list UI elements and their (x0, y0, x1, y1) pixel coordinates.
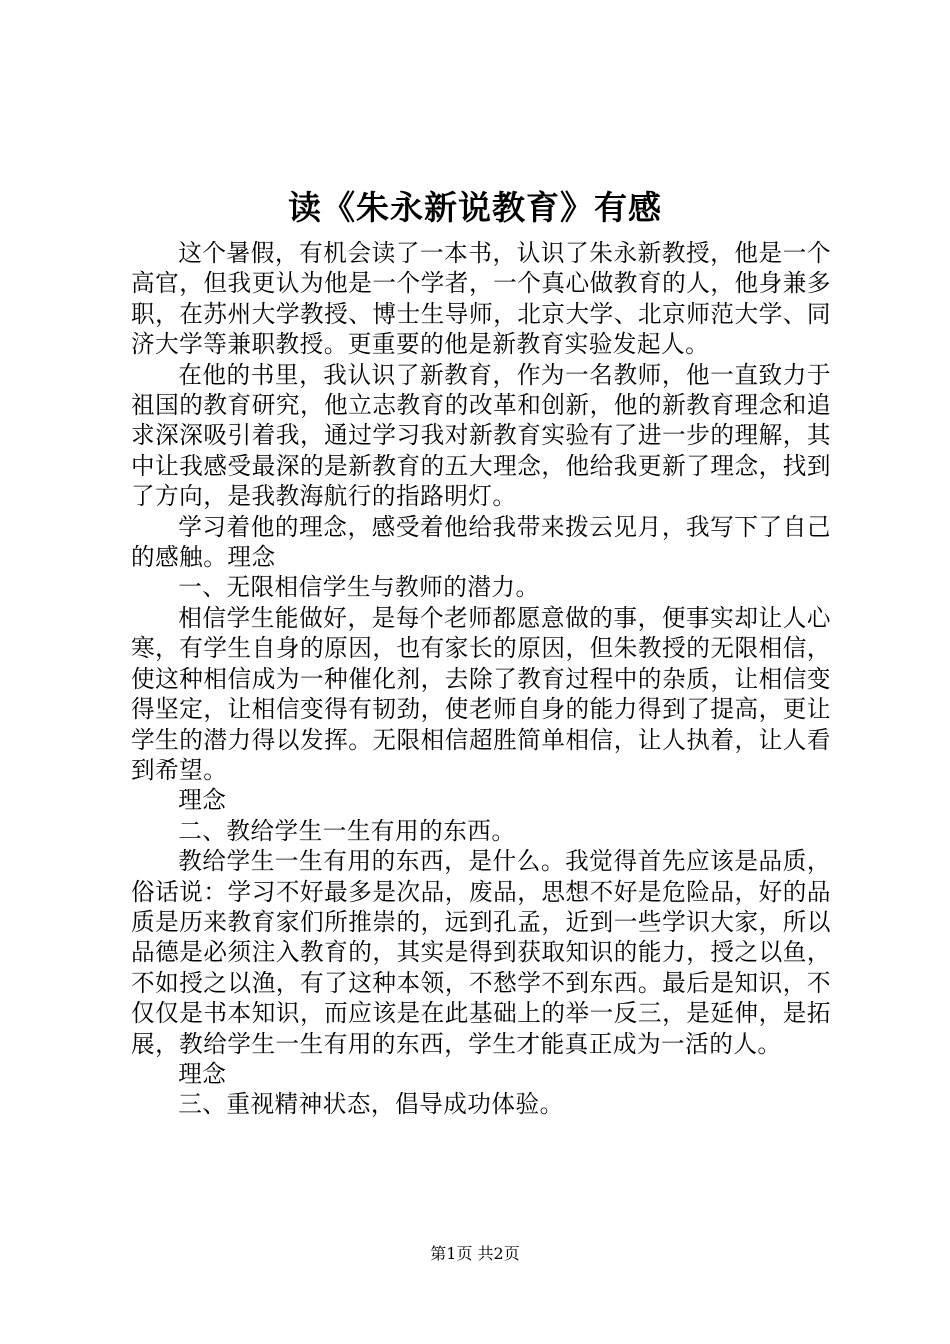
paragraph: 教给学生一生有用的东西，是什么。我觉得首先应该是品质，俗话说：学习不好最多是次品，废品，思想不好是危险品，好的品质是历来教育家们所推崇的，远到孔孟，近到一些学识大家，所以品德是必须注入教育的，其实是得到获取知识的能力，授之以鱼，不如授之以渔，有了这种本领，不愁学不到东西。最后是知识，不仅仅是书本知识，而应该是在此基础上的举一反三，是延伸，是拓展，教给学生一生有用的东西，学生才能真正成为一活的人。 (131, 847, 831, 1058)
paragraph: 学习着他的理念，感受着他给我带来拨云见月，我写下了自己的感触。理念 (131, 512, 831, 572)
section-label: 理念 (178, 1059, 227, 1088)
section-heading: 一、无限相信学生与教师的潜力。 (178, 573, 540, 602)
paragraph: 这个暑假，有机会读了一本书，认识了朱永新教授，他是一个高官，但我更认为他是一个学者，一个真心做教育的人，他身兼多职，在苏州大学教授、博士生导师，北京大学、北京师范大学、同济大学等兼职教授。更重要的他是新教育实验发起人。 (131, 239, 831, 359)
paragraph: 在他的书里，我认识了新教育，作为一名教师，他一直致力于祖国的教育研究，他立志教育的改革和创新，他的新教育理念和追求深深吸引着我，通过学习我对新教育实验有了进一步的理解，其中让我感受最深的是新教育的五大理念，他给我更新了理念，找到了方向，是我教海航行的指路明灯。 (131, 360, 831, 511)
paragraph: 相信学生能做好，是每个老师都愿意做的事，便事实却让人心寒，有学生自身的原因，也有家长的原因，但朱教授的无限相信，使这种相信成为一种催化剂，去除了教育过程中的杂质，让相信变得坚定，让相信变得有韧劲，使老师自身的能力得到了提高，更让学生的潜力得以发挥。无限相信超胜简单相信，让人执着，让人看到希望。 (131, 603, 831, 784)
document-title: 读《朱永新说教育》有感 (288, 188, 662, 227)
section-label: 理念 (178, 786, 227, 815)
page-number: 第1页 共2页 (430, 1244, 520, 1263)
section-heading: 三、重视精神状态，倡导成功体验。 (178, 1090, 564, 1119)
document-body (131, 238, 831, 1120)
section-heading: 二、教给学生一生有用的东西。 (178, 816, 516, 845)
